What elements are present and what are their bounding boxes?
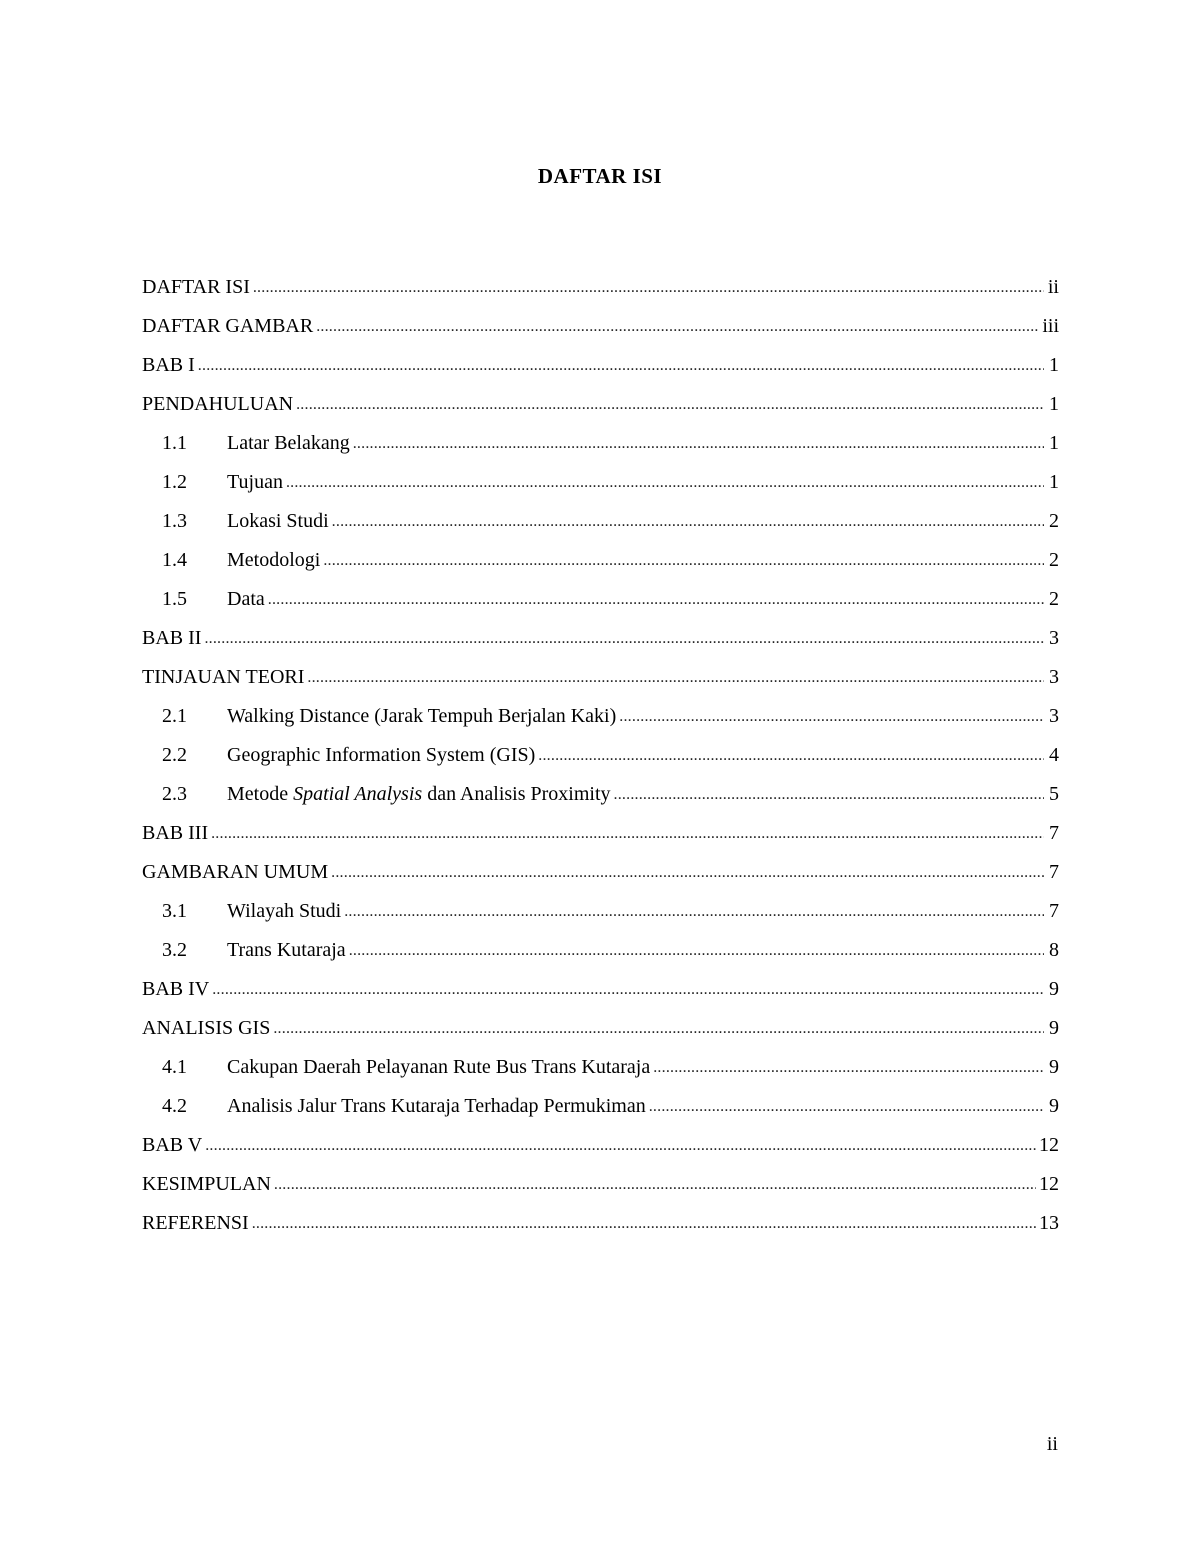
toc-entry-page: 12 (1039, 1173, 1059, 1195)
dot-leader (332, 509, 1044, 532)
toc-entry-page: 3 (1049, 627, 1059, 649)
toc-entry (142, 1204, 1059, 1243)
page-number: ii (1046, 1433, 1058, 1455)
dot-leader (653, 1055, 1044, 1078)
toc-entry-page: 7 (1049, 822, 1059, 844)
dot-leader (274, 1172, 1036, 1195)
toc-entry-label: TINJAUAN TEORI (142, 666, 305, 688)
toc-entry-page: 5 (1049, 783, 1059, 805)
toc-entry (142, 619, 1059, 658)
dot-leader (353, 431, 1044, 454)
toc-entry-number: 1.3 (162, 510, 187, 532)
toc-entry-number: 4.1 (162, 1056, 187, 1078)
toc-entry (142, 1087, 1059, 1126)
dot-leader (344, 899, 1044, 922)
toc-entry-label: DAFTAR GAMBAR (142, 315, 314, 337)
toc-entry-number: 3.1 (162, 900, 187, 922)
toc-entry-label: Cakupan Daerah Pelayanan Rute Bus Trans Kutaraja (227, 1056, 651, 1078)
toc-entry-page: 2 (1049, 588, 1059, 610)
toc-entry (142, 931, 1059, 970)
toc-entry-page: 2 (1049, 510, 1059, 532)
dot-leader (204, 626, 1044, 649)
toc-entry-label: ANALISIS GIS (142, 1017, 271, 1039)
dot-leader (323, 548, 1044, 571)
toc-entry-label: Latar Belakang (227, 432, 350, 454)
toc-entry-number: 2.2 (162, 744, 187, 766)
dot-leader (538, 743, 1044, 766)
toc-entry-label: Wilayah Studi (227, 900, 342, 922)
toc-entry-label: BAB I (142, 354, 195, 376)
toc-entry (142, 1165, 1059, 1204)
toc-entry-label-part: dan Analisis Proximity (422, 783, 611, 805)
toc-entry (142, 385, 1059, 424)
toc-entry (142, 658, 1059, 697)
toc-entry-label: Tujuan (227, 471, 283, 493)
dot-leader (307, 665, 1044, 688)
table-of-contents (142, 268, 1059, 1243)
toc-entry-label: Data (227, 588, 265, 610)
toc-entry (142, 736, 1059, 775)
toc-entry-label: PENDAHULUAN (142, 393, 294, 415)
toc-entry (142, 892, 1059, 931)
toc-entry (142, 970, 1059, 1009)
toc-entry-number: 2.3 (162, 783, 187, 805)
dot-leader (619, 704, 1044, 727)
toc-entry-label: KESIMPULAN (142, 1173, 271, 1195)
toc-entry (142, 580, 1059, 619)
toc-entry-label: Trans Kutaraja (227, 939, 346, 961)
dot-leader (268, 587, 1044, 610)
toc-entry-page: 9 (1049, 1056, 1059, 1078)
toc-entry-page: 1 (1049, 354, 1059, 376)
toc-entry-page: ii (1047, 276, 1059, 298)
toc-entry-label: Analisis Jalur Trans Kutaraja Terhadap Permukiman (227, 1095, 646, 1117)
toc-entry-label: DAFTAR ISI (142, 276, 250, 298)
dot-leader (273, 1016, 1044, 1039)
dot-leader (614, 782, 1044, 805)
toc-entry-label: BAB III (142, 822, 209, 844)
toc-entry-label (227, 783, 611, 806)
toc-entry-page: 7 (1049, 861, 1059, 883)
toc-entry-page: 3 (1049, 705, 1059, 727)
toc-entry (142, 775, 1059, 814)
toc-entry-page: 9 (1049, 978, 1059, 1000)
toc-entry-number: 1.2 (162, 471, 187, 493)
toc-entry (142, 463, 1059, 502)
toc-entry-number: 2.1 (162, 705, 187, 727)
toc-entry-page: 4 (1049, 744, 1059, 766)
toc-entry-page: 1 (1049, 432, 1059, 454)
toc-entry (142, 346, 1059, 385)
toc-entry-label-italic: Spatial Analysis (293, 783, 423, 805)
toc-entry-label: Lokasi Studi (227, 510, 329, 532)
toc-entry-number: 3.2 (162, 939, 187, 961)
toc-entry-label: Walking Distance (Jarak Tempuh Berjalan Kaki) (227, 705, 617, 727)
toc-entry (142, 1009, 1059, 1048)
toc-entry-page: 3 (1049, 666, 1059, 688)
dot-leader (286, 470, 1044, 493)
toc-entry-number: 1.4 (162, 549, 187, 571)
toc-entry (142, 697, 1059, 736)
toc-entry-page: 7 (1049, 900, 1059, 922)
toc-entry (142, 1126, 1059, 1165)
toc-entry (142, 1048, 1059, 1087)
toc-entry-label: BAB II (142, 627, 202, 649)
toc-entry (142, 814, 1059, 853)
toc-entry-page: 13 (1039, 1212, 1059, 1234)
toc-entry-label: Metodologi (227, 549, 321, 571)
toc-entry-page: 1 (1049, 471, 1059, 493)
toc-entry (142, 268, 1059, 307)
dot-leader (296, 392, 1044, 415)
dot-leader (252, 1211, 1036, 1234)
toc-entry-label-part: Metode (227, 783, 294, 805)
toc-entry (142, 307, 1059, 346)
dot-leader (198, 353, 1044, 376)
dot-leader (649, 1094, 1044, 1117)
dot-leader (205, 1133, 1036, 1156)
dot-leader (349, 938, 1044, 961)
toc-entry (142, 541, 1059, 580)
toc-entry-number: 1.1 (162, 432, 187, 454)
page-title: DAFTAR ISI (537, 164, 663, 188)
dot-leader (212, 977, 1044, 1000)
toc-entry-label: REFERENSI (142, 1212, 249, 1234)
toc-entry-label: BAB V (142, 1134, 203, 1156)
toc-entry-page: 12 (1039, 1134, 1059, 1156)
toc-entry-number: 1.5 (162, 588, 187, 610)
toc-entry-page: iii (1042, 315, 1059, 337)
toc-entry-label: GAMBARAN UMUM (142, 861, 329, 883)
dot-leader (253, 275, 1044, 298)
toc-entry-page: 2 (1049, 549, 1059, 571)
toc-entry-number: 4.2 (162, 1095, 187, 1117)
toc-entry (142, 424, 1059, 463)
toc-entry-page: 1 (1049, 393, 1059, 415)
dot-leader (331, 860, 1044, 883)
dot-leader (316, 314, 1039, 337)
toc-entry-page: 9 (1049, 1095, 1059, 1117)
toc-entry-page: 8 (1049, 939, 1059, 961)
dot-leader (211, 821, 1044, 844)
toc-entry-page: 9 (1049, 1017, 1059, 1039)
toc-entry-label: BAB IV (142, 978, 210, 1000)
toc-entry-label: Geographic Information System (GIS) (227, 744, 536, 766)
toc-entry (142, 853, 1059, 892)
toc-entry (142, 502, 1059, 541)
